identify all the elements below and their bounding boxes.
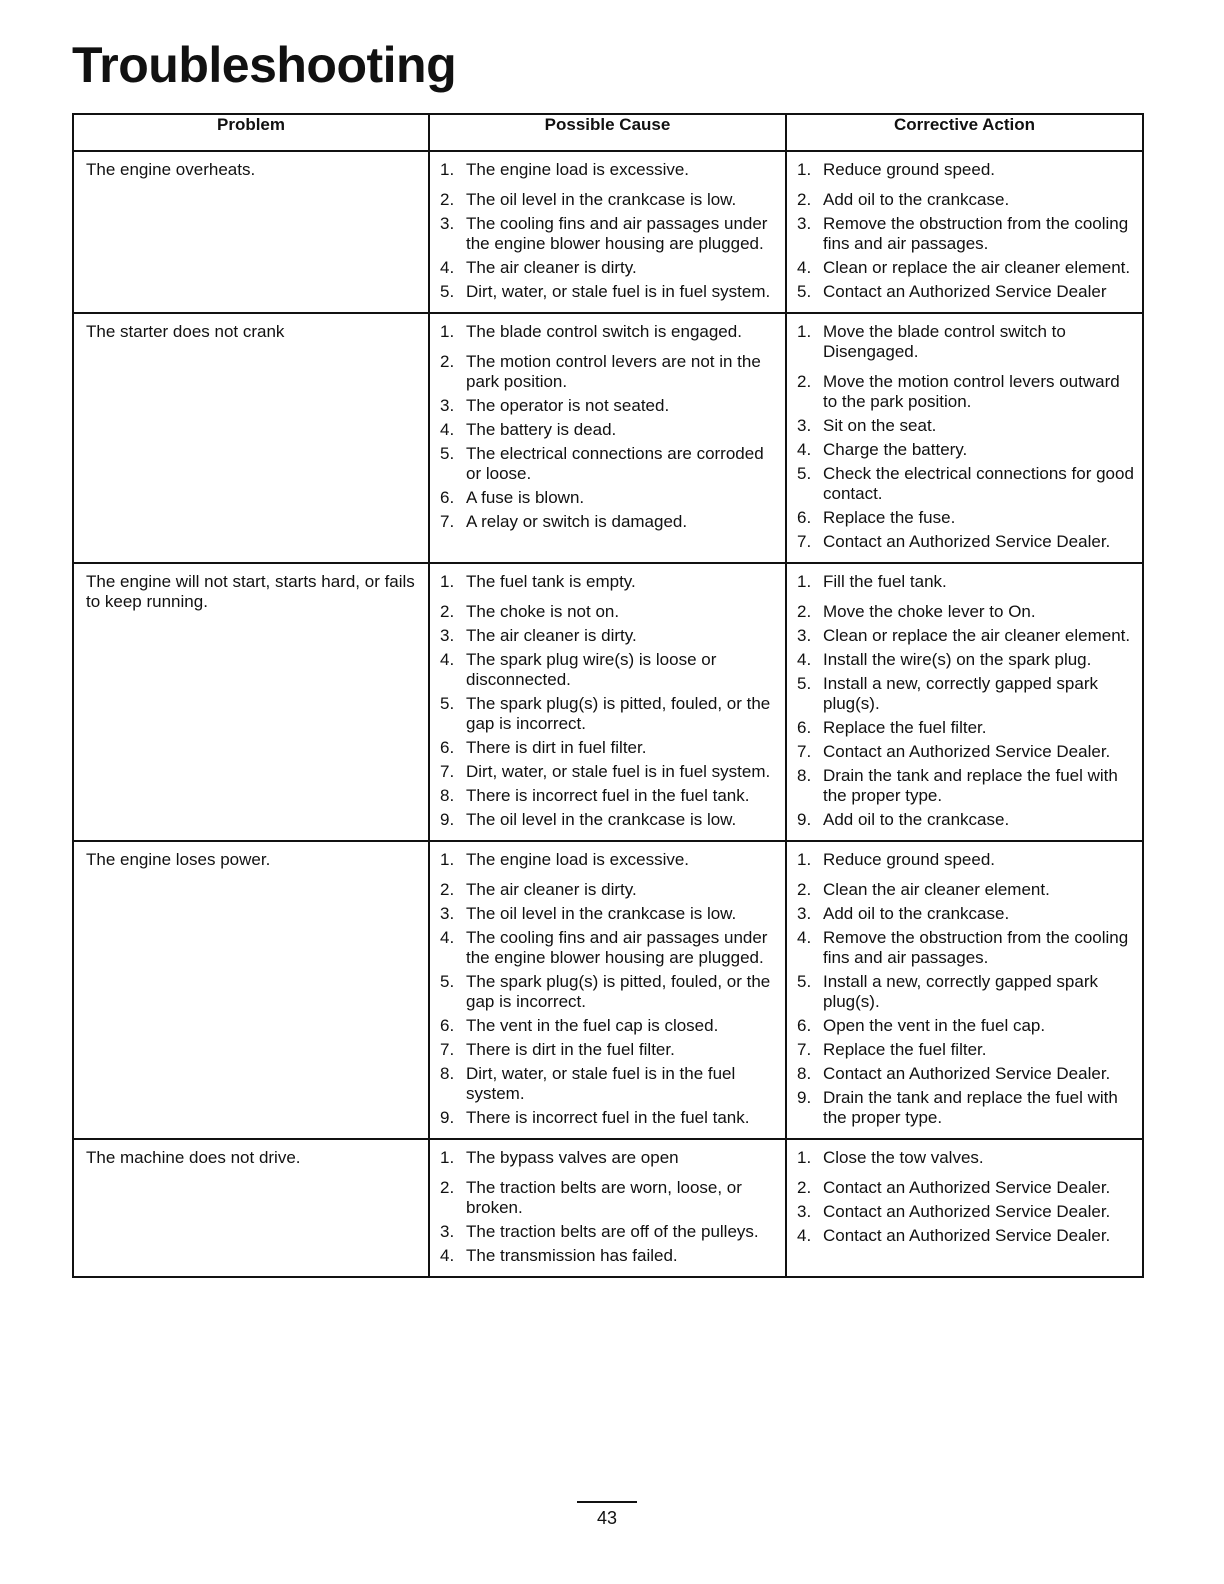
cause-item	[440, 602, 777, 622]
cause-item-number: 2.	[440, 352, 455, 371]
action-item	[797, 282, 1134, 302]
action-item	[797, 440, 1134, 460]
action-item-text: Open the vent in the fuel cap.	[823, 1016, 1046, 1035]
action-item	[797, 1040, 1134, 1060]
cause-item	[440, 972, 777, 1012]
cause-item	[440, 488, 777, 508]
cause-cell	[429, 151, 786, 313]
action-item-text: Reduce ground speed.	[823, 160, 996, 179]
cause-item-number: 5.	[440, 444, 455, 463]
cause-item-text: The air cleaner is dirty.	[466, 880, 637, 899]
cause-item	[440, 1040, 777, 1060]
action-item	[797, 1016, 1134, 1036]
action-item	[797, 674, 1134, 714]
action-item-number: 4.	[797, 440, 812, 459]
action-item-text: Move the motion control levers outward to the park position.	[823, 372, 1120, 411]
cause-item	[440, 762, 777, 782]
action-item-text: Drain the tank and replace the fuel with the proper type.	[823, 766, 1118, 805]
header-problem: Problem	[73, 114, 429, 151]
action-item-text: Contact an Authorized Service Dealer.	[823, 1178, 1111, 1197]
cause-item-number: 6.	[440, 488, 455, 507]
table-row	[73, 151, 1143, 313]
action-item	[797, 508, 1134, 528]
action-item-number: 5.	[797, 282, 812, 301]
cause-item-number: 3.	[440, 626, 455, 645]
action-item-number: 6.	[797, 508, 812, 527]
cause-item-number: 2.	[440, 602, 455, 621]
action-item-number: 6.	[797, 1016, 812, 1035]
action-item-number: 6.	[797, 718, 812, 737]
action-item	[797, 1226, 1134, 1246]
cause-item-number: 1.	[440, 160, 455, 179]
cause-item-number: 5.	[440, 694, 455, 713]
cause-item	[440, 694, 777, 734]
cause-item-text: Dirt, water, or stale fuel is in the fuel system.	[466, 1064, 736, 1103]
action-item-number: 8.	[797, 766, 812, 785]
cause-item-text: A fuse is blown.	[466, 488, 585, 507]
cause-item-number: 1.	[440, 1148, 455, 1167]
cause-item	[440, 190, 777, 210]
cause-item	[440, 352, 777, 392]
cause-item	[440, 160, 777, 180]
table-row	[73, 563, 1143, 841]
cause-item-text: The fuel tank is empty.	[466, 572, 636, 591]
action-cell	[786, 151, 1143, 313]
cause-item	[440, 1178, 777, 1218]
cause-item-number: 8.	[440, 786, 455, 805]
cause-item-text: There is incorrect fuel in the fuel tank.	[466, 1108, 750, 1127]
cause-item-number: 7.	[440, 1040, 455, 1059]
cause-item-number: 2.	[440, 880, 455, 899]
action-item-text: Clean the air cleaner element.	[823, 880, 1050, 899]
action-item-number: 3.	[797, 416, 812, 435]
cause-cell	[429, 1139, 786, 1277]
action-item	[797, 928, 1134, 968]
cause-item-text: There is dirt in fuel filter.	[466, 738, 647, 757]
action-item	[797, 464, 1134, 504]
cause-item-number: 3.	[440, 214, 455, 233]
action-item-number: 1.	[797, 1148, 812, 1167]
action-item-number: 7.	[797, 532, 812, 551]
cause-item	[440, 322, 777, 342]
cause-item-number: 7.	[440, 512, 455, 531]
problem-cell	[73, 313, 429, 563]
action-item	[797, 1202, 1134, 1222]
action-item-number: 3.	[797, 1202, 812, 1221]
action-item-text: Replace the fuel filter.	[823, 718, 987, 737]
action-item-text: Clean or replace the air cleaner element.	[823, 626, 1131, 645]
cause-item-text: The traction belts are worn, loose, or broken.	[466, 1178, 742, 1217]
cause-item-text: The oil level in the crankcase is low.	[466, 810, 737, 829]
problem-text: The engine will not start, starts hard, or fails to keep running.	[86, 572, 415, 611]
action-item	[797, 1178, 1134, 1198]
action-item-number: 4.	[797, 1226, 812, 1245]
cause-item-text: There is incorrect fuel in the fuel tank.	[466, 786, 750, 805]
cause-item-text: The spark plug(s) is pitted, fouled, or the gap is incorrect.	[466, 694, 771, 733]
action-item-text: Install a new, correctly gapped spark plug(s).	[823, 674, 1098, 713]
cause-item-text: The air cleaner is dirty.	[466, 626, 637, 645]
cause-item	[440, 928, 777, 968]
action-item	[797, 742, 1134, 762]
action-item	[797, 718, 1134, 738]
action-item-number: 3.	[797, 214, 812, 233]
cause-item-text: The oil level in the crankcase is low.	[466, 190, 737, 209]
cause-item-text: A relay or switch is damaged.	[466, 512, 688, 531]
action-item-number: 7.	[797, 1040, 812, 1059]
cause-item	[440, 1108, 777, 1128]
action-item-text: Replace the fuse.	[823, 508, 956, 527]
table-row	[73, 1139, 1143, 1277]
action-item-text: Remove the obstruction from the cooling fins and air passages.	[823, 928, 1129, 967]
action-item	[797, 650, 1134, 670]
action-item-text: Sit on the seat.	[823, 416, 937, 435]
cause-item-number: 2.	[440, 1178, 455, 1197]
cause-item-number: 9.	[440, 810, 455, 829]
problem-text: The engine loses power.	[86, 850, 271, 869]
header-possible-cause: Possible Cause	[429, 114, 786, 151]
action-item-text: Contact an Authorized Service Dealer.	[823, 742, 1111, 761]
action-item	[797, 602, 1134, 622]
action-item	[797, 1064, 1134, 1084]
action-item-text: Contact an Authorized Service Dealer	[823, 282, 1107, 301]
cause-item-text: The battery is dead.	[466, 420, 617, 439]
cause-item-number: 8.	[440, 1064, 455, 1083]
action-item-text: Add oil to the crankcase.	[823, 810, 1010, 829]
action-item	[797, 850, 1134, 870]
action-item-text: Reduce ground speed.	[823, 850, 996, 869]
action-item-text: Contact an Authorized Service Dealer.	[823, 1226, 1111, 1245]
cause-item-text: The oil level in the crankcase is low.	[466, 904, 737, 923]
cause-item-number: 4.	[440, 928, 455, 947]
cause-cell	[429, 313, 786, 563]
cause-item-number: 4.	[440, 420, 455, 439]
cause-item-number: 4.	[440, 650, 455, 669]
action-cell	[786, 841, 1143, 1139]
action-item-text: Contact an Authorized Service Dealer.	[823, 532, 1111, 551]
action-item-number: 1.	[797, 572, 812, 591]
action-item-number: 2.	[797, 880, 812, 899]
cause-item-text: The transmission has failed.	[466, 1246, 678, 1265]
action-item-number: 1.	[797, 160, 812, 179]
cause-item-text: The vent in the fuel cap is closed.	[466, 1016, 719, 1035]
cause-item-text: The engine load is excessive.	[466, 850, 690, 869]
action-item-number: 2.	[797, 602, 812, 621]
cause-item	[440, 810, 777, 830]
action-item-number: 1.	[797, 322, 812, 341]
cause-cell	[429, 841, 786, 1139]
problem-cell	[73, 1139, 429, 1277]
cause-item-text: The operator is not seated.	[466, 396, 670, 415]
header-row	[73, 114, 1143, 151]
cause-item	[440, 738, 777, 758]
action-item-number: 2.	[797, 372, 812, 391]
cause-item-number: 3.	[440, 904, 455, 923]
cause-item-number: 1.	[440, 850, 455, 869]
action-item-text: Install the wire(s) on the spark plug.	[823, 650, 1092, 669]
cause-item	[440, 1148, 777, 1168]
action-item-text: Replace the fuel filter.	[823, 1040, 987, 1059]
action-item-number: 9.	[797, 1088, 812, 1107]
cause-item	[440, 1016, 777, 1036]
cause-item-text: The choke is not on.	[466, 602, 620, 621]
cause-item-text: The electrical connections are corroded or loose.	[466, 444, 764, 483]
action-item-text: Clean or replace the air cleaner element.	[823, 258, 1131, 277]
cause-item-number: 7.	[440, 762, 455, 781]
cause-item	[440, 258, 777, 278]
action-item	[797, 810, 1134, 830]
cause-item	[440, 1222, 777, 1242]
cause-item-text: The air cleaner is dirty.	[466, 258, 637, 277]
cause-item-text: The motion control levers are not in the park position.	[466, 352, 761, 391]
cause-item	[440, 1246, 777, 1266]
cause-item-number: 3.	[440, 1222, 455, 1241]
cause-item-text: The cooling fins and air passages under the engine blower housing are plugged.	[466, 214, 768, 253]
page-title: Troubleshooting	[72, 37, 457, 93]
cause-item-text: The spark plug(s) is pitted, fouled, or the gap is incorrect.	[466, 972, 771, 1011]
cause-item-number: 9.	[440, 1108, 455, 1127]
action-item-text: Contact an Authorized Service Dealer.	[823, 1202, 1111, 1221]
problem-text: The starter does not crank	[86, 322, 285, 341]
cause-item-number: 1.	[440, 322, 455, 341]
cause-item-number: 5.	[440, 972, 455, 991]
action-item	[797, 322, 1134, 362]
action-item	[797, 766, 1134, 806]
cause-item-text: There is dirt in the fuel filter.	[466, 1040, 675, 1059]
cause-item-number: 4.	[440, 1246, 455, 1265]
action-item-number: 4.	[797, 928, 812, 947]
action-item	[797, 880, 1134, 900]
action-item-number: 7.	[797, 742, 812, 761]
action-item-number: 8.	[797, 1064, 812, 1083]
cause-item	[440, 420, 777, 440]
action-item-number: 5.	[797, 674, 812, 693]
cause-item	[440, 626, 777, 646]
action-item	[797, 1088, 1134, 1128]
cause-item	[440, 880, 777, 900]
action-item-text: Contact an Authorized Service Dealer.	[823, 1064, 1111, 1083]
cause-item	[440, 214, 777, 254]
action-item-text: Move the choke lever to On.	[823, 602, 1036, 621]
footer-rule	[577, 1501, 637, 1503]
header-corrective-action: Corrective Action	[786, 114, 1143, 151]
action-item-text: Add oil to the crankcase.	[823, 904, 1010, 923]
cause-item-number: 6.	[440, 738, 455, 757]
action-cell	[786, 563, 1143, 841]
cause-item-text: Dirt, water, or stale fuel is in fuel system.	[466, 282, 771, 301]
action-item-number: 9.	[797, 810, 812, 829]
cause-item	[440, 572, 777, 592]
cause-item	[440, 512, 777, 532]
cause-item-number: 1.	[440, 572, 455, 591]
cause-item-number: 4.	[440, 258, 455, 277]
cause-item-text: The cooling fins and air passages under the engine blower housing are plugged.	[466, 928, 768, 967]
action-item-text: Install a new, correctly gapped spark plug(s).	[823, 972, 1098, 1011]
action-cell	[786, 313, 1143, 563]
action-item-number: 3.	[797, 904, 812, 923]
action-item	[797, 972, 1134, 1012]
action-item-text: Drain the tank and replace the fuel with the proper type.	[823, 1088, 1118, 1127]
cause-item	[440, 850, 777, 870]
action-item	[797, 416, 1134, 436]
action-item-number: 5.	[797, 972, 812, 991]
cause-item-text: The spark plug wire(s) is loose or disconnected.	[466, 650, 717, 689]
cause-item	[440, 396, 777, 416]
cause-item	[440, 282, 777, 302]
cause-cell	[429, 563, 786, 841]
action-item-number: 3.	[797, 626, 812, 645]
action-item-text: Remove the obstruction from the cooling fins and air passages.	[823, 214, 1129, 253]
cause-item-text: The blade control switch is engaged.	[466, 322, 742, 341]
action-item-number: 1.	[797, 850, 812, 869]
action-item	[797, 372, 1134, 412]
action-item-number: 5.	[797, 464, 812, 483]
action-item-text: Close the tow valves.	[823, 1148, 984, 1167]
table-row	[73, 841, 1143, 1139]
action-item	[797, 160, 1134, 180]
action-item	[797, 626, 1134, 646]
problem-cell	[73, 151, 429, 313]
cause-item-number: 5.	[440, 282, 455, 301]
action-item	[797, 258, 1134, 278]
cause-item	[440, 650, 777, 690]
action-item	[797, 1148, 1134, 1168]
action-item	[797, 190, 1134, 210]
page-number: 43	[596, 1508, 618, 1528]
troubleshooting-table	[72, 113, 1144, 1278]
cause-item-text: The bypass valves are open	[466, 1148, 679, 1167]
cause-item-number: 6.	[440, 1016, 455, 1035]
table-row	[73, 313, 1143, 563]
cause-item-text: The traction belts are off of the pulleys.	[466, 1222, 759, 1241]
cause-item	[440, 786, 777, 806]
cause-item-text: The engine load is excessive.	[466, 160, 690, 179]
action-item	[797, 214, 1134, 254]
problem-cell	[73, 563, 429, 841]
action-item-number: 4.	[797, 650, 812, 669]
cause-item	[440, 444, 777, 484]
action-item	[797, 904, 1134, 924]
action-item	[797, 532, 1134, 552]
action-cell	[786, 1139, 1143, 1277]
action-item-text: Charge the battery.	[823, 440, 968, 459]
action-item-number: 2.	[797, 1178, 812, 1197]
problem-cell	[73, 841, 429, 1139]
cause-item	[440, 904, 777, 924]
action-item-number: 2.	[797, 190, 812, 209]
cause-item-number: 2.	[440, 190, 455, 209]
action-item-text: Fill the fuel tank.	[823, 572, 947, 591]
action-item-text: Add oil to the crankcase.	[823, 190, 1010, 209]
problem-text: The engine overheats.	[86, 160, 256, 179]
action-item-number: 4.	[797, 258, 812, 277]
problem-text: The machine does not drive.	[86, 1148, 301, 1167]
cause-item	[440, 1064, 777, 1104]
cause-item-number: 3.	[440, 396, 455, 415]
action-item	[797, 572, 1134, 592]
action-item-text: Check the electrical connections for good contact.	[823, 464, 1134, 503]
action-item-text: Move the blade control switch to Disengaged.	[823, 322, 1066, 361]
cause-item-text: Dirt, water, or stale fuel is in fuel system.	[466, 762, 771, 781]
